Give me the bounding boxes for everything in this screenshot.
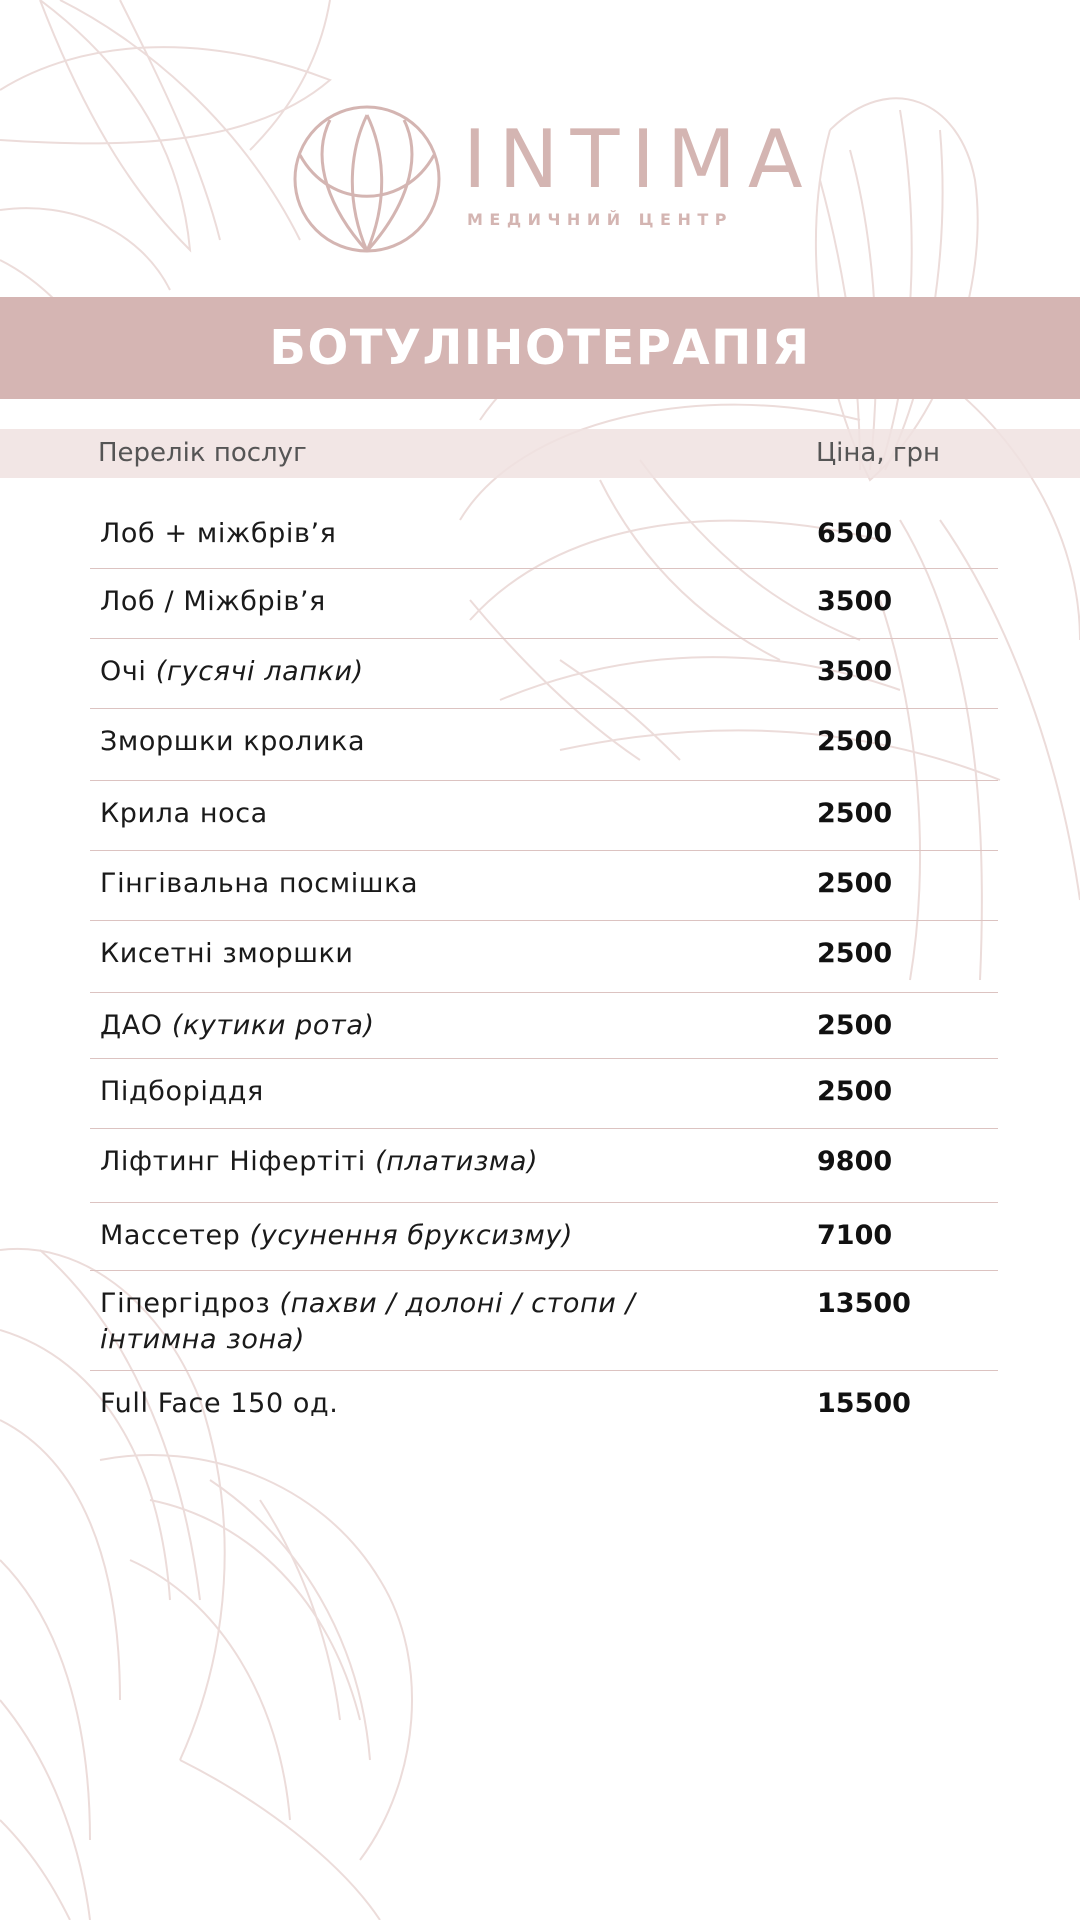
service-title: Массетер	[100, 1220, 241, 1251]
service-name	[100, 1386, 700, 1422]
service-title: Гінгівальна посмішка	[100, 868, 419, 899]
table-row	[90, 568, 998, 639]
table-row	[90, 1128, 998, 1203]
table-row	[90, 638, 998, 709]
table-row	[90, 1270, 998, 1371]
service-price: 3500	[817, 656, 893, 687]
service-note: (усунення бруксизму)	[249, 1220, 574, 1251]
service-title: Зморшки кролика	[100, 726, 366, 757]
service-price: 2500	[817, 868, 893, 899]
service-name	[100, 796, 700, 832]
table-row	[90, 500, 998, 569]
service-price: 7100	[817, 1220, 893, 1251]
title-banner	[0, 297, 1080, 399]
service-title: Лоб + міжбрів’я	[100, 518, 337, 549]
brand-subtitle: МЕДИЧНИЙ ЦЕНТР	[467, 210, 733, 229]
service-name	[100, 1218, 700, 1254]
service-note: (пахви / долоні / стопи / інтимна зона)	[100, 1288, 636, 1355]
service-price: 2500	[817, 726, 893, 757]
service-name	[100, 516, 700, 552]
table-row	[90, 1202, 998, 1271]
service-price: 2500	[817, 1076, 893, 1107]
table-row	[90, 1058, 998, 1129]
service-note: (кутики рота)	[171, 1010, 375, 1041]
service-price: 2500	[817, 798, 893, 829]
service-price: 2500	[817, 1010, 893, 1041]
table-row	[90, 1370, 998, 1440]
service-name	[100, 1286, 700, 1358]
service-name	[100, 654, 700, 690]
service-name	[100, 1144, 700, 1180]
service-note: (гусячі лапки)	[155, 656, 364, 687]
header-price-label: Ціна, грн	[816, 438, 941, 468]
brand-name: INTIMA	[463, 113, 815, 206]
service-name	[100, 936, 700, 972]
table-row	[90, 992, 998, 1059]
service-name	[100, 1008, 700, 1044]
service-note: (платизма)	[375, 1146, 539, 1177]
page-title: БОТУЛІНОТЕРАПІЯ	[269, 320, 811, 376]
service-title: Ліфтинг Ніфертіті	[100, 1146, 366, 1177]
table-row	[90, 850, 998, 921]
table-header	[0, 429, 1080, 478]
service-title: Підборіддя	[100, 1076, 264, 1107]
service-price: 9800	[817, 1146, 893, 1177]
service-title: Крила носа	[100, 798, 268, 829]
service-price: 2500	[817, 938, 893, 969]
service-name	[100, 724, 700, 760]
service-name	[100, 866, 700, 902]
service-title: Гіпергідроз	[100, 1288, 271, 1319]
service-price: 15500	[817, 1388, 911, 1419]
table-row	[90, 920, 998, 993]
table-row	[90, 708, 998, 781]
service-title: Кисетні зморшки	[100, 938, 354, 969]
service-name	[100, 1074, 700, 1110]
table-row	[90, 780, 998, 851]
service-price: 6500	[817, 518, 893, 549]
service-name	[100, 584, 700, 620]
service-title: ДАО	[100, 1010, 163, 1041]
service-title: Лоб / Міжбрів’я	[100, 586, 326, 617]
service-price: 13500	[817, 1288, 911, 1319]
header-service-label: Перелік послуг	[98, 438, 307, 468]
service-title: Очі	[100, 656, 147, 687]
service-price: 3500	[817, 586, 893, 617]
service-title: Full Face 150 од.	[100, 1388, 339, 1419]
